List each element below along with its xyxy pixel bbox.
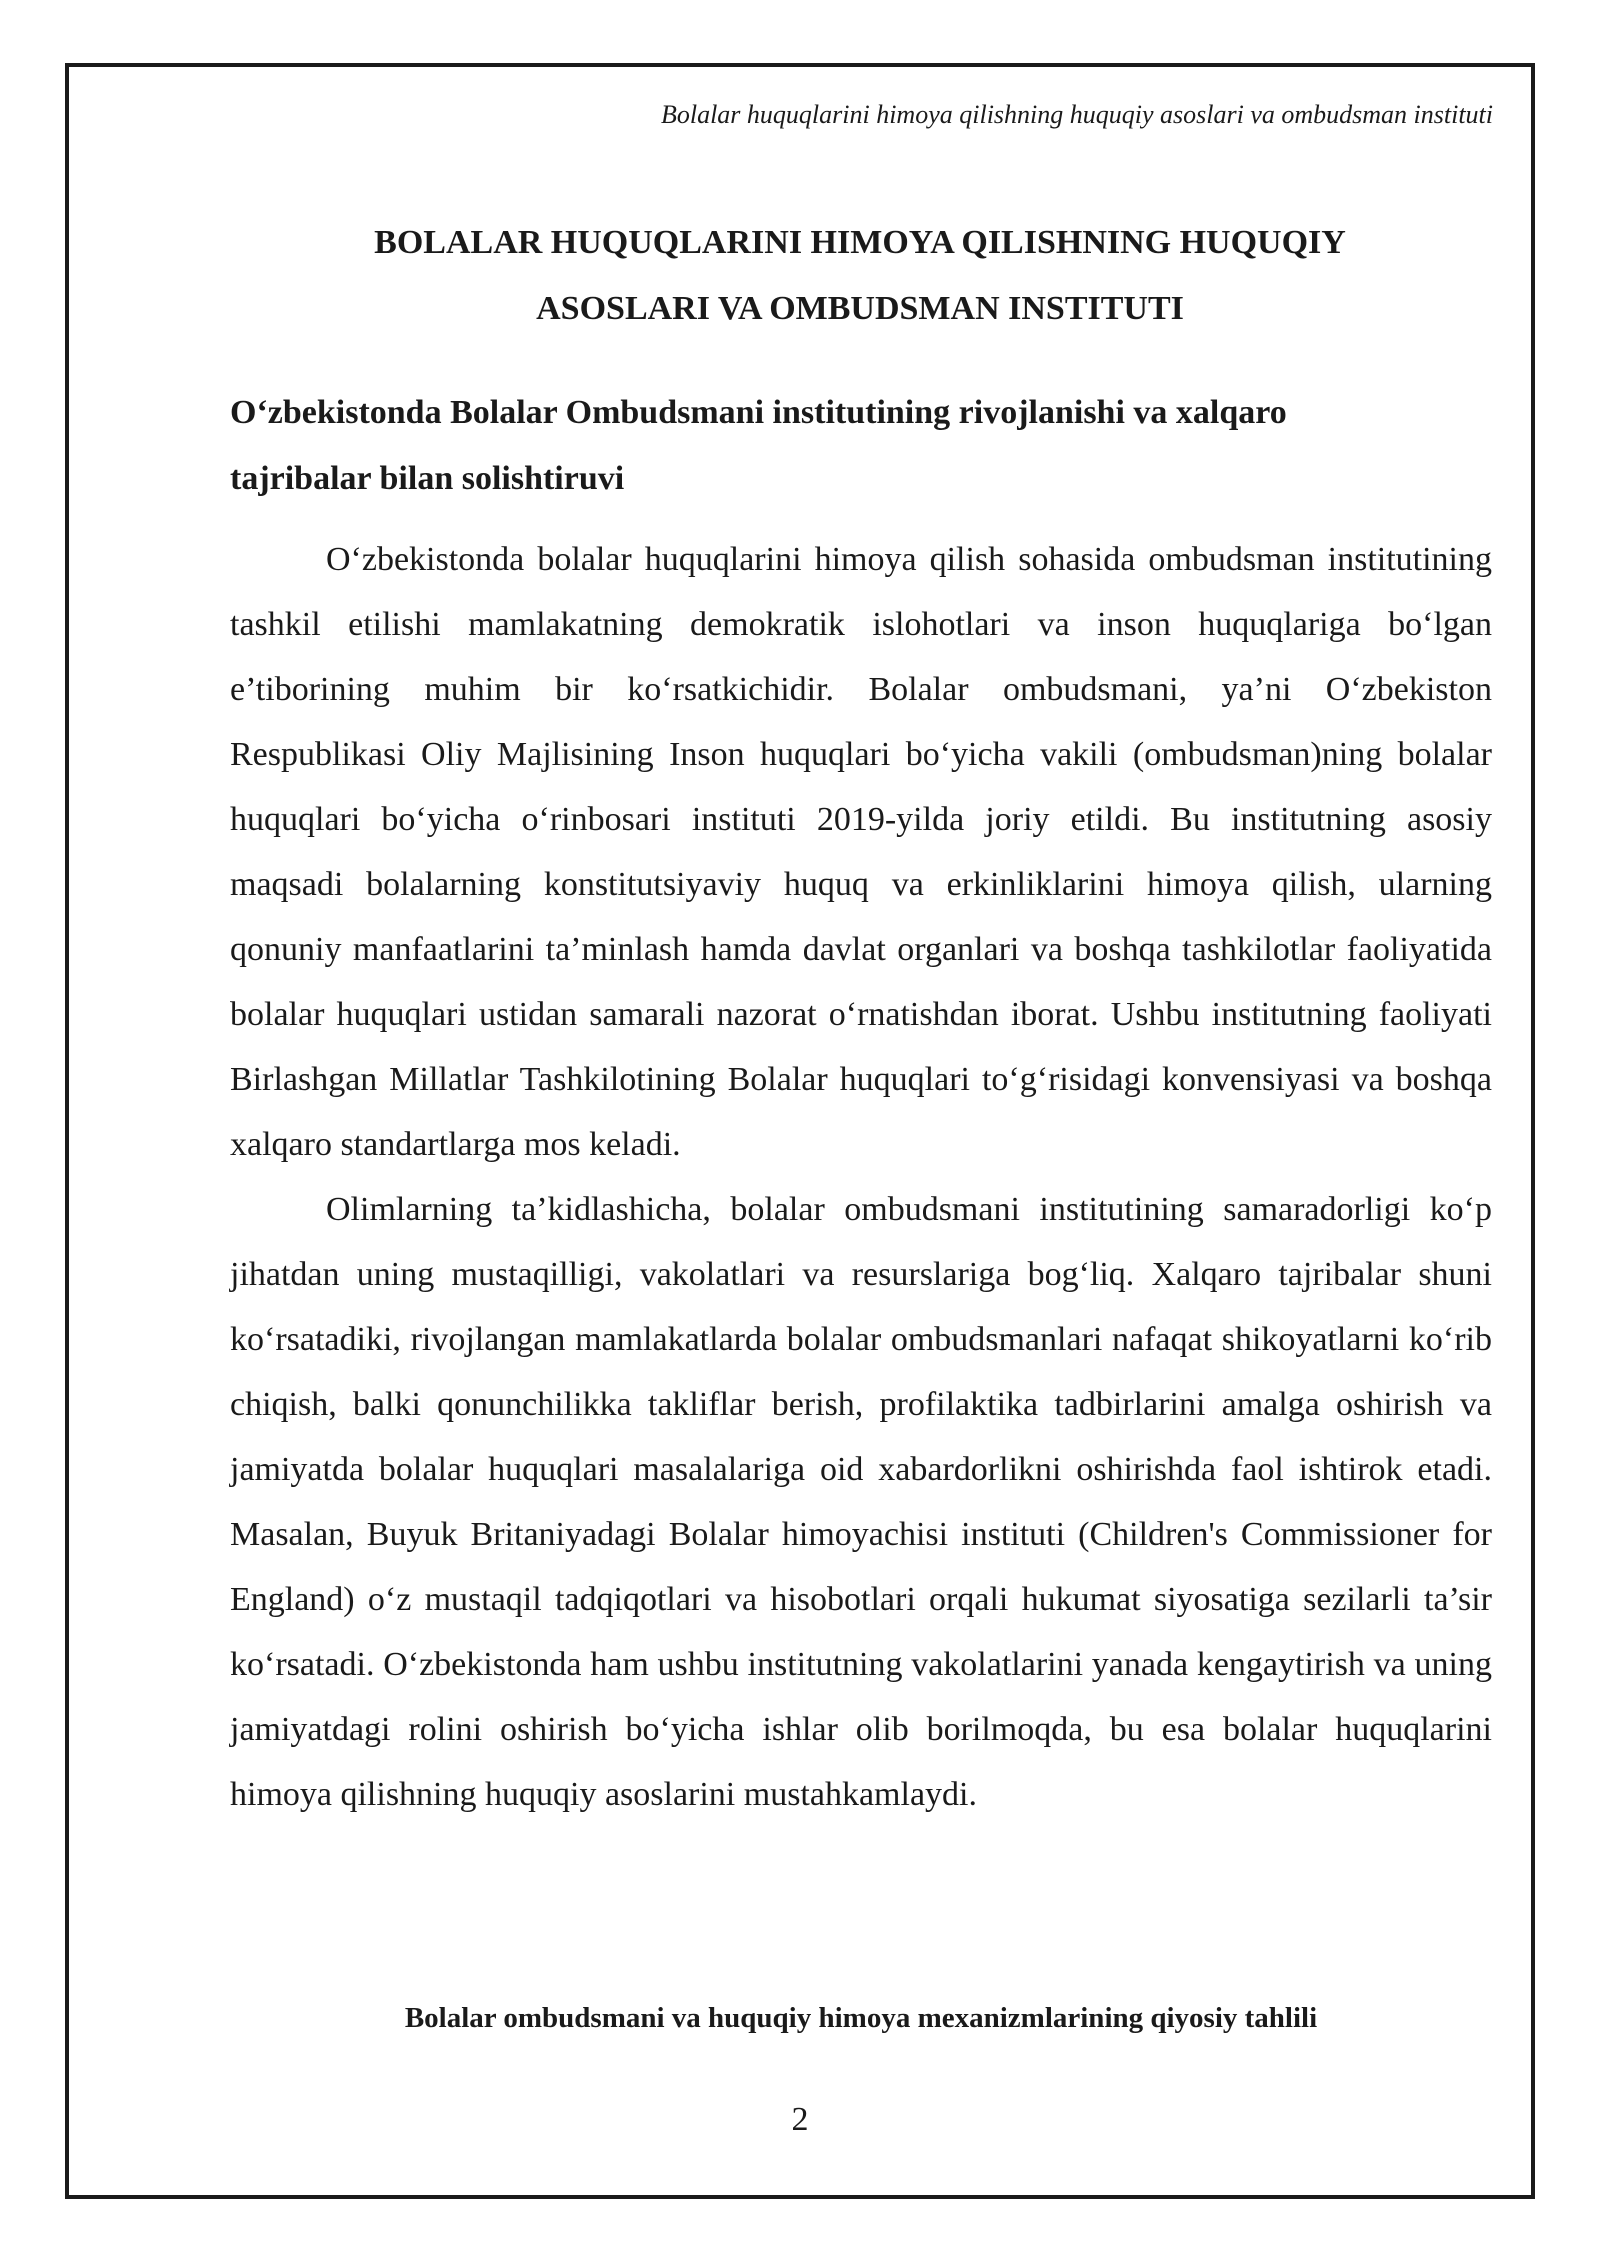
- page-number: 2: [791, 2101, 809, 2138]
- table-caption: Bolalar ombudsmani va huquqiy himoya mexanizmlarining qiyosiy tahlili: [404, 2002, 1318, 2034]
- section-heading-line-1: O‘zbekistonda Bolalar Ombudsmani institutining rivojlanishi va xalqaro: [230, 394, 1287, 431]
- paragraph-1: O‘zbekistonda bolalar huquqlarini himoya qilish sohasida ombudsman institutining tashkil etilishi mamlakatning demokratik islohotlari va inson huquqlariga bo‘lgan e’tiborining muhim bir ko‘rsatkichidir. Bolalar ombudsmani, ya’ni O‘zbekiston Respublikasi Oliy Majlisining Inson huquqlari bo‘yicha vakili (ombudsman)ning bolalar huquqlari bo‘yicha o‘rinbosari instituti 2019-yilda joriy etildi. Bu institutning asosiy maqsadi bolalarning konstitutsiyaviy huquq va erkinliklarini himoya qilish, ularning qonuniy manfaatlarini ta’minlash hamda davlat organlari va boshqa tashkilotlar faoliyatida bolalar huquqlari ustidan samarali nazorat o‘rnatishdan iborat. Ushbu institutning faoliyati Birlashgan Millatlar Tashkilotining Bolalar huquqlari to‘g‘risidagi konvensiyasi va boshqa xalqaro standartlarga mos keladi.: [230, 541, 1492, 1163]
- section-heading-line-2: tajribalar bilan solishtiruvi: [230, 460, 625, 497]
- section-heading: [230, 380, 1490, 512]
- document-title: [230, 210, 1490, 342]
- document-title-line-2: ASOSLARI VA OMBUDSMAN INSTITUTI: [536, 290, 1184, 327]
- body-text: [230, 527, 1492, 1827]
- running-header: Bolalar huquqlarini himoya qilishning huquqiy asoslari va ombudsman instituti: [660, 100, 1493, 129]
- paragraph-2: Olimlarning ta’kidlashicha, bolalar ombudsmani institutining samaradorligi ko‘p jihatdan uning mustaqilligi, vakolatlari va resurslariga bog‘liq. Xalqaro tajribalar shuni ko‘rsatadiki, rivojlangan mamlakatlarda bolalar ombudsmanlari nafaqat shikoyatlarni ko‘rib chiqish, balki qonunchilikka takliflar berish, profilaktika tadbirlarini amalga oshirish va jamiyatda bolalar huquqlari masalalariga oid xabardorlikni oshirishda faol ishtirok etadi. Masalan, Buyuk Britaniyadagi Bolalar himoyachisi instituti (Children's Commissioner for England) o‘z mustaqil tadqiqotlari va hisobotlari orqali hukumat siyosatiga sezilarli ta’sir ko‘rsatadi. O‘zbekistonda ham ushbu institutning vakolatlarini yanada kengaytirish va uning jamiyatdagi rolini oshirish bo‘yicha ishlar olib borilmoqda, bu esa bolalar huquqlarini himoya qilishning huquqiy asoslarini mustahkamlaydi.: [230, 1191, 1492, 1813]
- document-title-line-1: BOLALAR HUQUQLARINI HIMOYA QILISHNING HUQUQIY: [374, 224, 1346, 261]
